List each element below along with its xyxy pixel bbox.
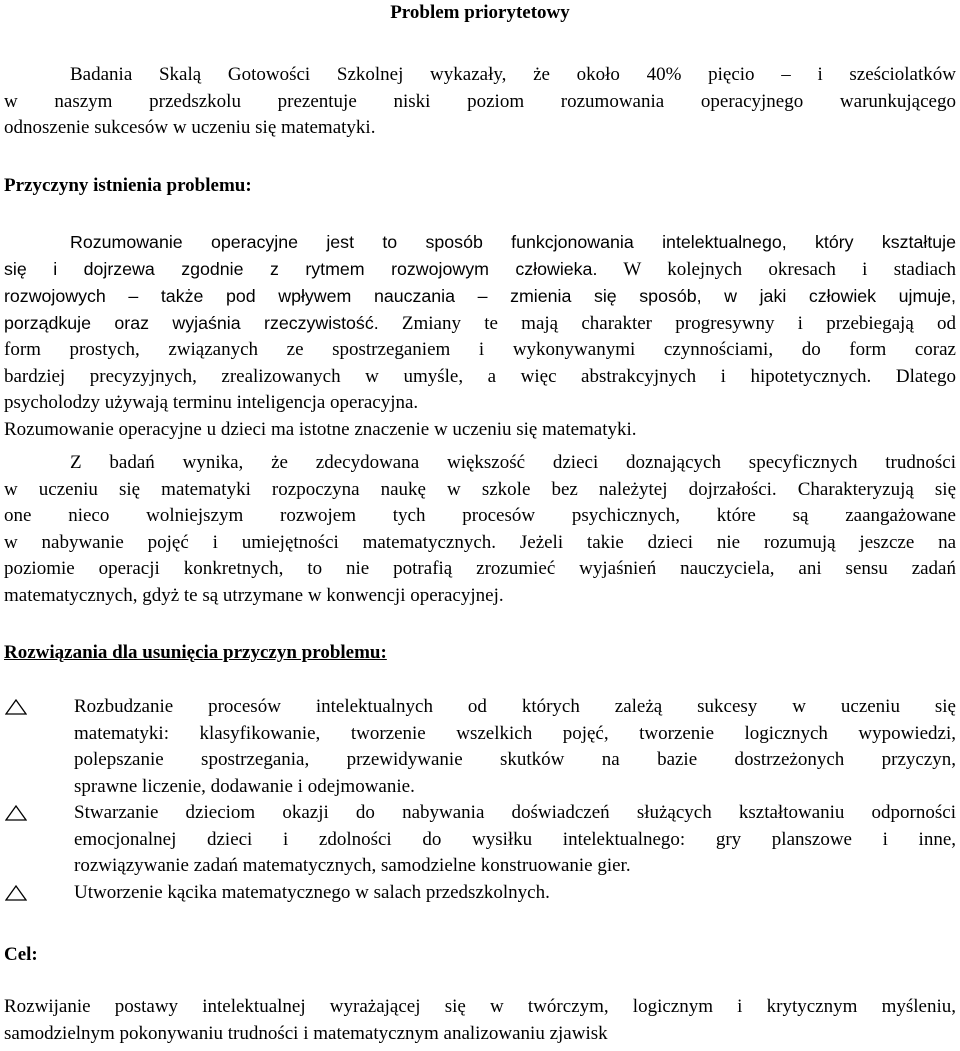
list-item <box>0 694 956 800</box>
list-item-line: matematyki: klasyfikowanie, tworzenie wszelkich pojęć, tworzenie logicznych wypowiedzi, <box>74 722 956 744</box>
list-item-line: Rozbudzanie procesów intelektualnych od których zależą sukcesy w uczeniu się <box>74 696 956 717</box>
causes-paragraph-2 <box>4 450 956 609</box>
warning-triangle-icon <box>5 885 27 901</box>
causes-fragment: W kolejnych okresach i stadiach <box>597 258 956 280</box>
causes-line: rozwojowych – także pod wpływem nauczania – zmienia się sposób, w jaki człowiek ujmuje, <box>4 286 956 306</box>
warning-triangle-icon <box>5 699 27 715</box>
warning-triangle-icon <box>5 805 27 821</box>
causes-heading: Przyczyny istnienia problemu: <box>4 175 252 196</box>
page-title: Problem priorytetowy <box>390 2 570 23</box>
causes-fragment: się i dojrzewa zgodnie z rytmem rozwojowym człowieka. <box>4 258 598 279</box>
intro-line: w naszym przedszkolu prezentuje niski poziom rozumowania operacyjnego warunkującego <box>4 90 956 112</box>
list-item-line: emocjonalnej dzieci i zdolności do wysiłku intelektualnego: gry planszowe i inne, <box>74 828 956 850</box>
intro-paragraph <box>4 62 956 142</box>
list-item-line: sprawne liczenie, dodawanie i odejmowanie. <box>74 775 415 797</box>
intro-line: odnoszenie sukcesów w uczeniu się matematyki. <box>4 117 376 138</box>
causes-fragment: porządkuje oraz wyjaśnia rzeczywistość. <box>4 312 379 333</box>
list-item-line: polepszanie spostrzegania, przewidywanie skutków na bazie dostrzeżonych przyczyn, <box>74 749 956 770</box>
causes-paragraph <box>4 229 956 443</box>
causes-line: w nabywanie pojęć i umiejętności matematycznych. Jeżeli takie dzieci nie rozumują jeszcze na <box>4 531 956 553</box>
causes-line <box>4 310 956 338</box>
causes-line: w uczeniu się matematyki rozpoczyna naukę w szkole bez należytej dojrzałości. Charakteryzują się <box>4 478 956 500</box>
causes-line: one nieco wolniejszym rozwojem tych procesów psychicznych, które są zaangażowane <box>4 505 956 526</box>
causes-line <box>4 256 956 284</box>
intro-line: Badania Skalą Gotowości Szkolnej wykazały, że około 40% pięcio – i sześciolatków <box>70 64 956 85</box>
causes-line: bardziej precyzyjnych, zrealizowanych w umyśle, a więc abstrakcyjnych i hipotetycznych. Dlatego <box>4 365 956 387</box>
causes-line: Rozumowanie operacyjne u dzieci ma istotne znaczenie w uczeniu się matematyki. <box>4 418 637 440</box>
list-item-line: rozwiązywanie zadań matematycznych, samodzielne konstruowanie gier. <box>74 855 631 876</box>
solutions-list <box>0 694 956 906</box>
list-item <box>0 800 956 880</box>
goal-line: samodzielnym pokonywaniu trudności i matematycznym analizowaniu zjawisk <box>4 1022 608 1044</box>
causes-line: Rozumowanie operacyjne jest to sposób funkcjonowania intelektualnego, który kształtuje <box>70 232 956 252</box>
causes-line: poziomie operacji konkretnych, to nie potrafią zrozumieć wyjaśnień nauczyciela, ani sensu zadań <box>4 558 956 579</box>
list-item-line: Stwarzanie dzieciom okazji do nabywania doświadczeń służących kształtowaniu odporności <box>74 802 956 823</box>
causes-line: matematycznych, gdyż te są utrzymane w konwencji operacyjnej. <box>4 584 504 606</box>
goal-heading: Cel: <box>4 944 38 965</box>
list-item <box>0 880 956 907</box>
goal-line: Rozwijanie postawy intelektualnej wyrażającej się w twórczym, logicznym i krytycznym myśleniu, <box>4 996 956 1017</box>
list-item-line: Utworzenie kącika matematycznego w salach przedszkolnych. <box>74 881 550 903</box>
causes-line: form prostych, związanych ze spostrzeganiem i wykonywanymi czynnościami, do form coraz <box>4 339 956 360</box>
causes-fragment: Zmiany te mają charakter progresywny i przebiegają od <box>378 312 956 334</box>
causes-line: psycholodzy używają terminu inteligencja operacyjna. <box>4 392 419 413</box>
goal-paragraph <box>4 994 956 1047</box>
solutions-heading: Rozwiązania dla usunięcia przyczyn problemu: <box>4 642 387 663</box>
causes-line: Z badań wynika, że zdecydowana większość dzieci doznających specyficznych trudności <box>70 452 956 473</box>
